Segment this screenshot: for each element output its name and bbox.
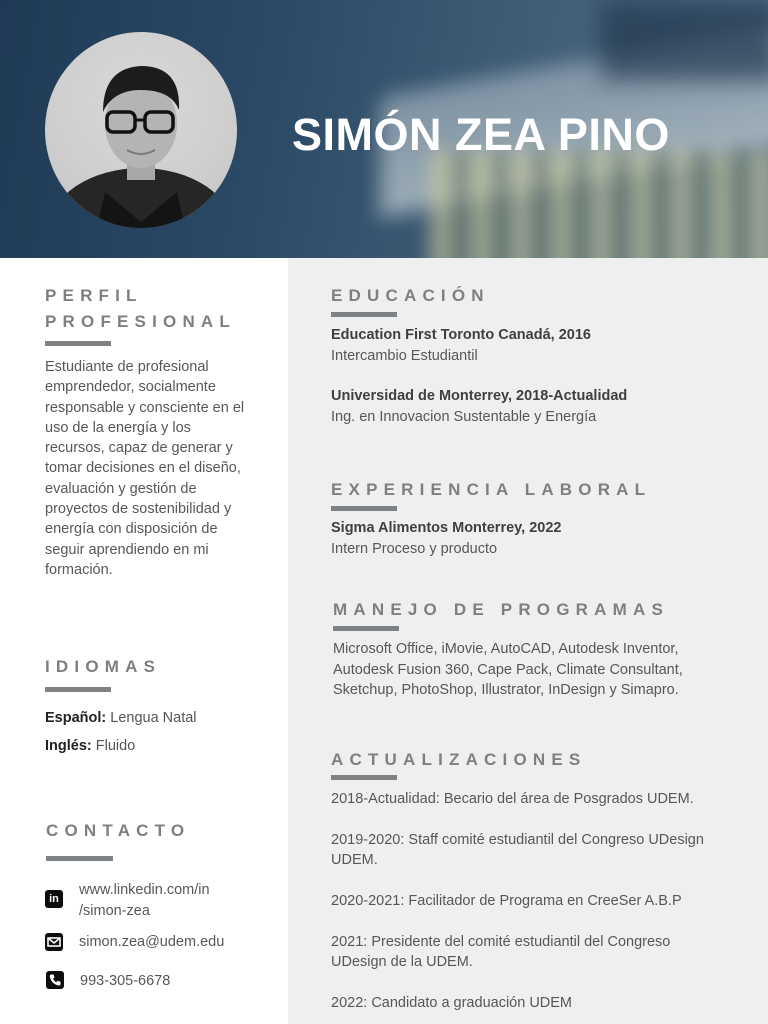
background-building-facade	[430, 150, 768, 258]
experience-role: Intern Proceso y producto	[331, 541, 498, 557]
software-section-title: MANEJO DE PROGRAMAS	[333, 600, 669, 619]
contact-section-title: CONTACTO	[46, 821, 191, 840]
linkedin-icon: in	[45, 890, 63, 908]
profile-photo	[45, 32, 237, 228]
contact-phone[interactable]: 993-305-6678	[80, 973, 171, 989]
profile-summary-text: Estudiante de profesional emprendedor, socialmente responsable y consciente en el uso de la energía y los recursos, capaz de generar y tomar decisiones en el diseño, evaluación y gestión de proyectos de sostenibilidad y energía con disposición de seguir aprendiendo en mi formación.	[45, 359, 245, 578]
contact-linkedin-line2[interactable]: /simon-zea	[79, 903, 150, 919]
header-banner	[0, 0, 768, 258]
update-item: 2018-Actualidad: Becario del área de Posgrados UDEM.	[331, 791, 694, 807]
software-section-divider	[333, 626, 399, 631]
languages-section-title: IDIOMAS	[45, 657, 162, 676]
experience-company: Sigma Alimentos Monterrey, 2022	[331, 520, 562, 536]
background-building-shadow	[600, 0, 768, 80]
updates-section-title: ACTUALIZACIONES	[331, 750, 587, 769]
language-level: Fluido	[95, 738, 136, 754]
education-institution: Education First Toronto Canadá, 2016	[331, 327, 591, 343]
software-list-line: Sketchup, PhotoShop, Illustrator, InDesign y Simapro.	[333, 682, 679, 698]
software-list-line: Microsoft Office, iMovie, AutoCAD, Autodesk Inventor,	[333, 641, 679, 657]
profile-section-title-line2: PROFESIONAL	[45, 312, 236, 331]
education-section-title: EDUCACIÓN	[331, 286, 490, 305]
phone-icon	[46, 971, 64, 989]
update-item: 2022: Candidato a graduación UDEM	[331, 995, 573, 1011]
updates-section-divider	[331, 775, 397, 780]
education-institution: Universidad de Monterrey, 2018-Actualidad	[331, 388, 628, 404]
profile-section-title-line1: PERFIL	[45, 286, 143, 305]
update-item: 2021: Presidente del comité estudiantil del Congreso	[331, 934, 671, 950]
profile-photo-illustration	[45, 32, 237, 228]
education-section-divider	[331, 312, 397, 317]
education-detail: Ing. en Innovacion Sustentable y Energía	[331, 409, 597, 425]
contact-email[interactable]: simon.zea@udem.edu	[79, 934, 225, 950]
candidate-name: SIMÓN ZEA PINO	[292, 109, 670, 160]
language-item-english	[45, 738, 135, 754]
language-level: Lengua Natal	[110, 710, 197, 726]
education-detail: Intercambio Estudiantil	[331, 348, 478, 364]
update-item: 2020-2021: Facilitador de Programa en CreeSer A.B.P	[331, 893, 682, 909]
experience-section-title: EXPERIENCIA LABORAL	[331, 480, 652, 499]
update-item: 2019-2020: Staff comité estudiantil del Congreso UDesign	[331, 832, 704, 848]
language-name: Español:	[45, 710, 107, 726]
update-item-continued: UDEM.	[331, 852, 378, 868]
email-icon	[45, 933, 63, 951]
experience-section-divider	[331, 506, 397, 511]
profile-section-divider	[45, 341, 111, 346]
contact-section-divider	[46, 856, 113, 861]
language-item-spanish	[45, 710, 197, 726]
software-list-line: Autodesk Fusion 360, Cape Pack, Climate Consultant,	[333, 662, 683, 678]
language-name: Inglés:	[45, 738, 92, 754]
contact-linkedin-line1[interactable]: www.linkedin.com/in	[79, 882, 210, 898]
update-item-continued: UDesign de la UDEM.	[331, 954, 473, 970]
languages-section-divider	[45, 687, 111, 692]
